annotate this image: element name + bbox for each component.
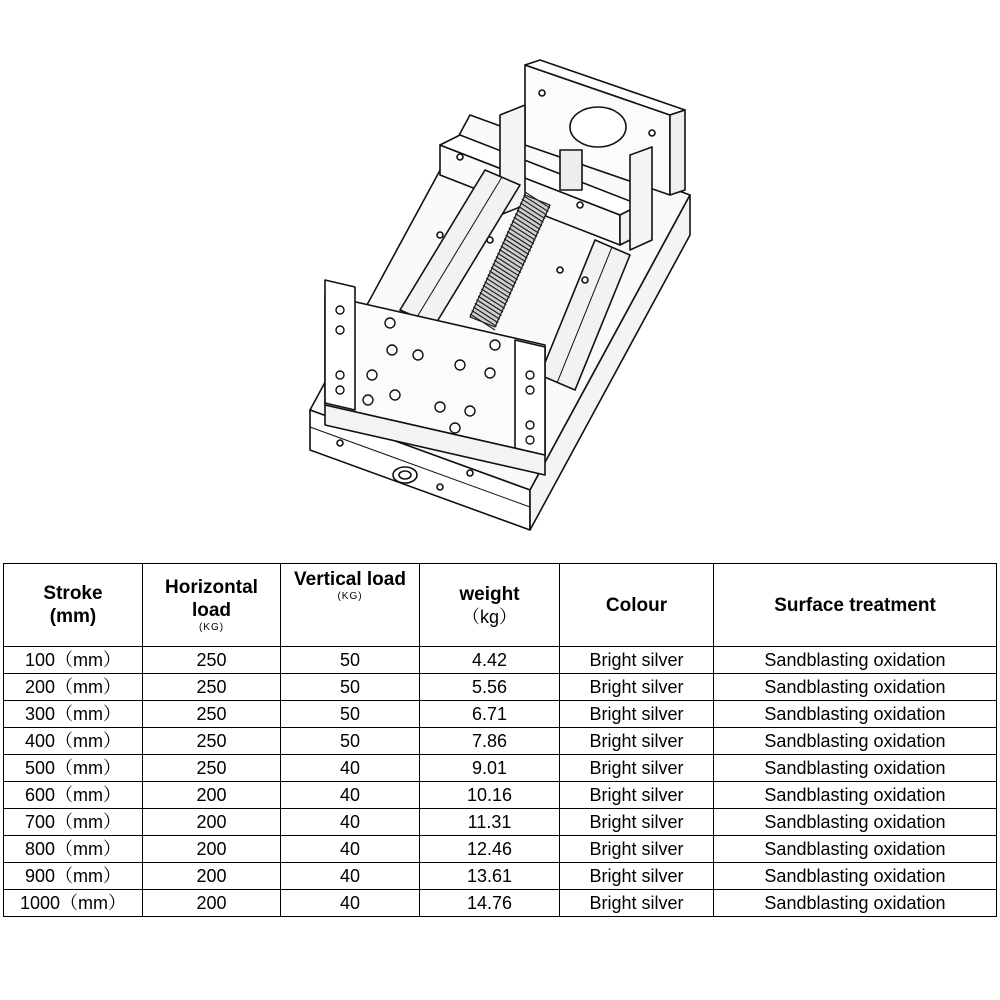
motor-bore [570,107,626,147]
cell-stroke: 700（mm） [4,809,143,836]
header-colour: Colour [560,564,714,647]
cell-surface-treatment: Sandblasting oxidation [714,701,997,728]
cell-surface-treatment: Sandblasting oxidation [714,782,997,809]
table-row [4,674,997,701]
cell-stroke: 1000（mm） [4,890,143,917]
table-row [4,647,997,674]
cell-stroke: 100（mm） [4,647,143,674]
cell-surface-treatment: Sandblasting oxidation [714,890,997,917]
cell-stroke: 500（mm） [4,755,143,782]
cell-surface-treatment: Sandblasting oxidation [714,863,997,890]
cell-colour: Bright silver [560,701,714,728]
table-row [4,701,997,728]
cell-horizontal-load: 250 [143,647,281,674]
cell-colour: Bright silver [560,755,714,782]
cell-surface-treatment: Sandblasting oxidation [714,836,997,863]
header-stroke: Stroke (mm) [4,564,143,647]
cell-vertical-load: 40 [281,890,420,917]
cell-vertical-load: 50 [281,647,420,674]
cell-weight: 11.31 [420,809,560,836]
table-row [4,755,997,782]
cell-stroke: 900（mm） [4,863,143,890]
cell-horizontal-load: 250 [143,755,281,782]
cell-stroke: 400（mm） [4,728,143,755]
cell-vertical-load: 40 [281,863,420,890]
cell-colour: Bright silver [560,890,714,917]
table-header-row [4,564,997,647]
cell-stroke: 200（mm） [4,674,143,701]
header-surface-treatment: Surface treatment [714,564,997,647]
cell-vertical-load: 40 [281,836,420,863]
cell-horizontal-load: 200 [143,836,281,863]
cell-weight: 9.01 [420,755,560,782]
cell-horizontal-load: 250 [143,728,281,755]
cell-horizontal-load: 250 [143,674,281,701]
cell-vertical-load: 50 [281,728,420,755]
cell-colour: Bright silver [560,836,714,863]
cell-weight: 5.56 [420,674,560,701]
header-horizontal-load: Horizontal load (KG) [143,564,281,647]
cell-weight: 13.61 [420,863,560,890]
table-row [4,863,997,890]
cell-vertical-load: 50 [281,701,420,728]
cell-colour: Bright silver [560,809,714,836]
table-row [4,890,997,917]
cell-surface-treatment: Sandblasting oxidation [714,809,997,836]
cell-weight: 14.76 [420,890,560,917]
header-vertical-load: Vertical load (KG) [281,564,420,647]
cell-stroke: 600（mm） [4,782,143,809]
cell-stroke: 800（mm） [4,836,143,863]
cell-weight: 10.16 [420,782,560,809]
cell-colour: Bright silver [560,782,714,809]
table-row [4,836,997,863]
cell-vertical-load: 40 [281,809,420,836]
cell-horizontal-load: 200 [143,809,281,836]
cell-colour: Bright silver [560,674,714,701]
cell-vertical-load: 40 [281,755,420,782]
cell-surface-treatment: Sandblasting oxidation [714,674,997,701]
cell-horizontal-load: 200 [143,863,281,890]
header-weight: weight （kg） [420,564,560,647]
cell-colour: Bright silver [560,647,714,674]
cell-vertical-load: 40 [281,782,420,809]
cell-weight: 7.86 [420,728,560,755]
cell-colour: Bright silver [560,863,714,890]
cell-stroke: 300（mm） [4,701,143,728]
cell-horizontal-load: 200 [143,890,281,917]
cell-weight: 4.42 [420,647,560,674]
cell-colour: Bright silver [560,728,714,755]
cell-surface-treatment: Sandblasting oxidation [714,755,997,782]
cell-weight: 12.46 [420,836,560,863]
table-row [4,809,997,836]
table-row [4,728,997,755]
cell-vertical-load: 50 [281,674,420,701]
cell-horizontal-load: 250 [143,701,281,728]
cell-horizontal-load: 200 [143,782,281,809]
linear-slide-drawing [280,55,720,545]
spec-table [3,563,997,917]
table-row [4,782,997,809]
cell-surface-treatment: Sandblasting oxidation [714,647,997,674]
cell-surface-treatment: Sandblasting oxidation [714,728,997,755]
cell-weight: 6.71 [420,701,560,728]
